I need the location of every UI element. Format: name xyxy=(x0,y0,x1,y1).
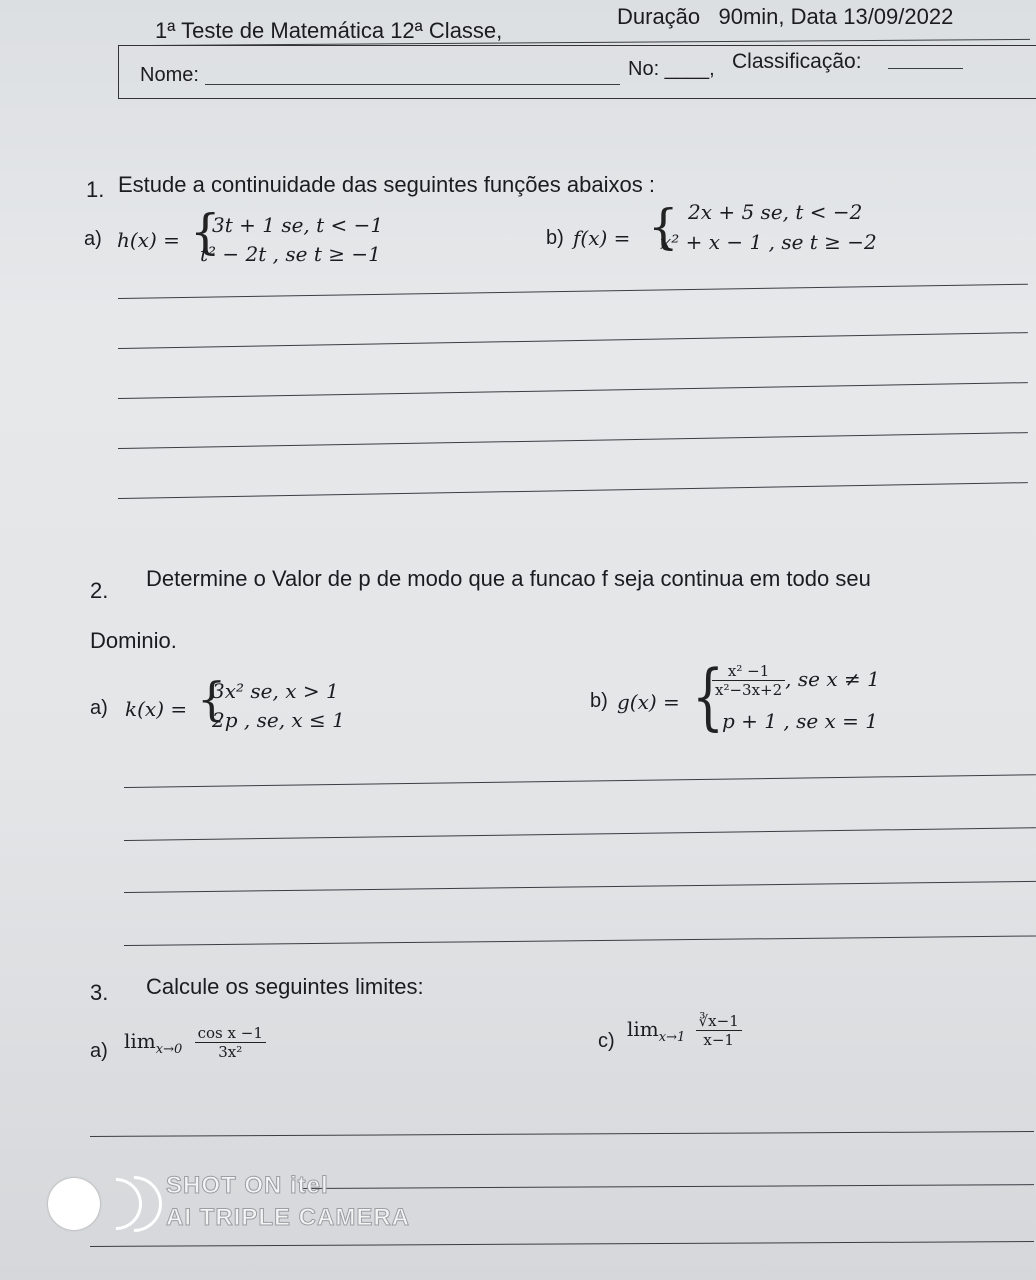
q2a-case2: 2p , se, x ≤ 1 xyxy=(212,708,345,732)
exam-title: 1ª Teste de Matemática 12ª Classe, xyxy=(155,18,503,43)
q1b-lhs: f(x) = xyxy=(573,226,631,250)
q1-prompt: Estude a continuidade das seguintes funções abaixos : xyxy=(118,172,655,197)
q2a-case1: 3x² se, x > 1 xyxy=(212,679,339,703)
q1b-label: b) xyxy=(546,227,564,249)
q3a-denominator: 3x² xyxy=(218,1043,243,1061)
q3c-sub: x→1 xyxy=(658,1030,686,1045)
q3a-label: a) xyxy=(90,1040,108,1062)
q2a-lhs: k(x) = xyxy=(125,697,188,721)
q1a-case1: 3t + 1 se, t < −1 xyxy=(212,213,384,237)
q3-answer-line-2[interactable] xyxy=(300,1184,1034,1189)
q1a-case2: t² − 2t , se t ≥ −1 xyxy=(200,242,381,266)
q2-answer-line-3[interactable] xyxy=(124,881,1036,893)
q2a-label: a) xyxy=(90,697,108,719)
q3a-sub: x→0 xyxy=(155,1042,183,1057)
name-label: Nome: xyxy=(140,64,199,86)
q1-answer-line-3[interactable] xyxy=(118,382,1028,399)
q3-answer-line-3[interactable] xyxy=(90,1241,1034,1247)
q3-prompt: Calcule os seguintes limites: xyxy=(146,974,424,999)
q1a-brace: { xyxy=(190,204,221,260)
q2b-numerator: x² −1 xyxy=(712,662,785,681)
q1b-brace: { xyxy=(648,199,679,255)
number-label: No: ____, xyxy=(628,58,715,80)
q1-answer-line-1[interactable] xyxy=(118,284,1028,299)
q2-prompt: Determine o Valor de p de modo que a funcao f seja continua em todo seu xyxy=(146,566,871,591)
q2b-brace: { xyxy=(692,654,725,738)
q2b-case1-condition: , se x ≠ 1 xyxy=(785,667,880,691)
q2-number: 2. xyxy=(90,578,109,603)
exam-duration-date: Duração 90min, Data 13/09/2022 xyxy=(617,4,954,29)
q2b-lhs: g(x) = xyxy=(617,690,680,714)
q2b-case1 xyxy=(712,662,880,699)
q2b-label: b) xyxy=(590,690,608,712)
grade-field-line[interactable] xyxy=(888,68,963,69)
q2a-brace: { xyxy=(197,672,227,726)
q2-answer-line-1[interactable] xyxy=(124,774,1036,788)
grade-label: Classificação: xyxy=(732,50,862,73)
q1a-label: a) xyxy=(84,228,102,250)
q1-answer-line-5[interactable] xyxy=(118,482,1028,499)
q2b-case2: p + 1 , se x = 1 xyxy=(722,709,879,733)
q2b-denominator: x²−3x+2 xyxy=(715,681,783,699)
student-info-box xyxy=(118,45,1036,99)
q1b-case1: 2x + 5 se, t < −2 xyxy=(688,200,863,224)
q1b-case2: x² + x − 1 , se t ≥ −2 xyxy=(660,230,877,254)
camera-watermark-line2: AI TRIPLE CAMERA xyxy=(166,1204,410,1231)
name-field-line[interactable] xyxy=(205,84,620,85)
q1-number: 1. xyxy=(86,177,105,202)
q3a-limit xyxy=(124,1024,266,1061)
q2-answer-line-4[interactable] xyxy=(124,935,1036,946)
q3c-numerator: ∛x−1 xyxy=(696,1012,742,1031)
q3c-denominator: x−1 xyxy=(703,1031,734,1049)
camera-watermark-ring-2 xyxy=(94,1164,173,1243)
q3c-lim: lim xyxy=(627,1017,659,1041)
q1-answer-line-4[interactable] xyxy=(118,432,1028,449)
q3a-lim: lim xyxy=(124,1029,156,1053)
q3a-numerator: cos x −1 xyxy=(195,1024,266,1043)
q2-prompt-continued: Dominio. xyxy=(90,628,177,653)
q3-number: 3. xyxy=(90,980,109,1005)
q1a-lhs: h(x) = xyxy=(117,228,180,252)
q3c-label: c) xyxy=(598,1030,615,1052)
q1-answer-line-2[interactable] xyxy=(118,332,1028,349)
q3c-limit xyxy=(627,1012,742,1049)
camera-watermark-line1: SHOT ON itel xyxy=(166,1172,329,1199)
q2-answer-line-2[interactable] xyxy=(124,827,1036,841)
q3-answer-line-1[interactable] xyxy=(90,1131,1034,1137)
